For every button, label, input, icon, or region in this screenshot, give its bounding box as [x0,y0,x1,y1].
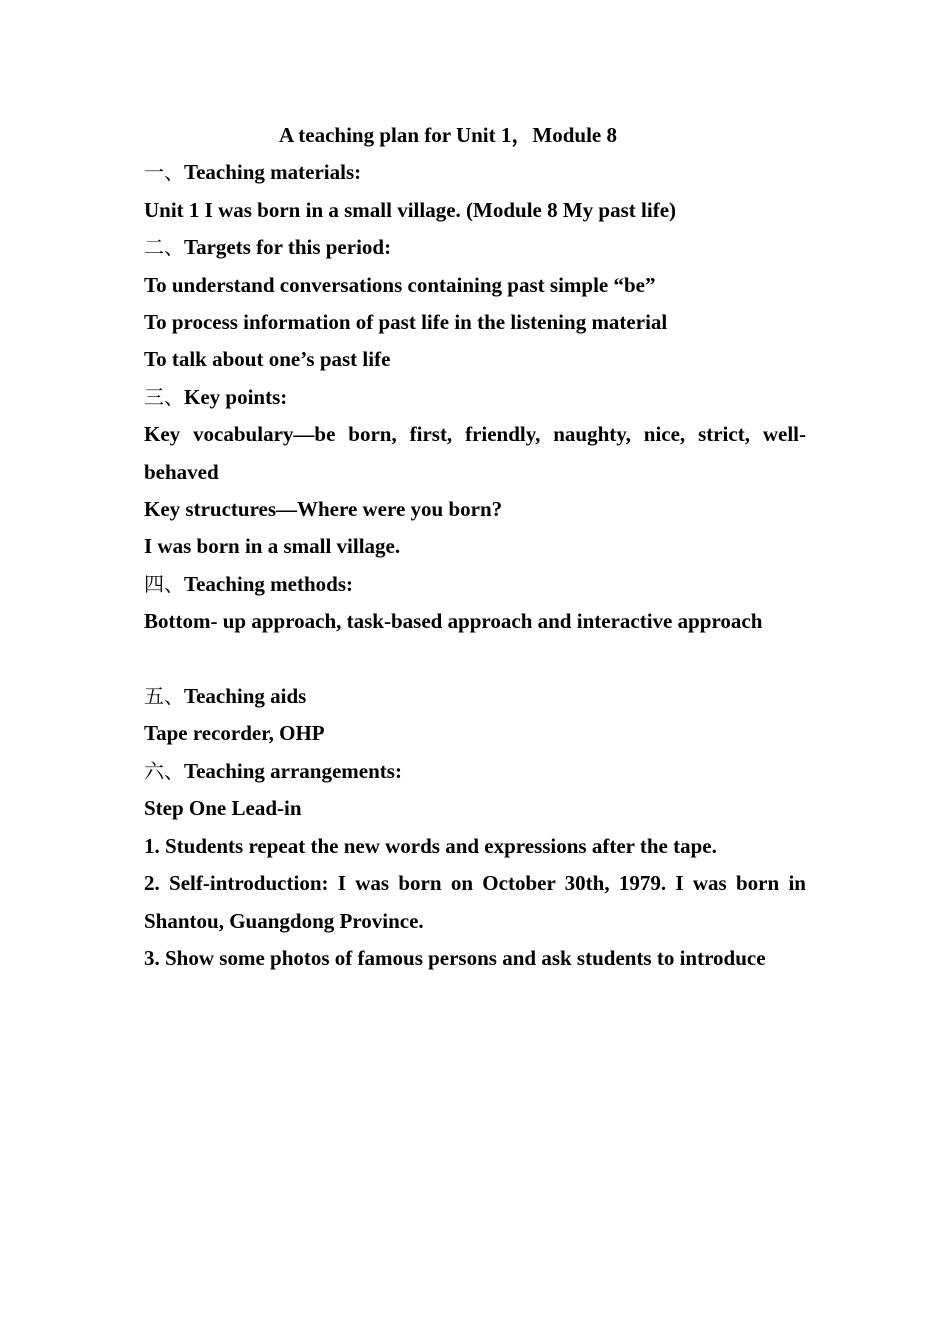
document-title: A teaching plan for Unit 1，Module 8 [279,123,617,147]
section-materials-heading [144,154,806,191]
section-heading-text: Teaching materials: [184,160,362,185]
target-item: To talk about one’s past life [144,347,391,372]
section-numeral: 五、 [144,684,184,709]
section-heading-text: Key points: [184,384,288,409]
materials-text: Unit 1 I was born in a small village. (Module 8 My past life) [144,197,677,222]
methods-text: Bottom- up approach, task-based approach and interactive approach [144,609,763,634]
document-body [144,117,806,977]
section-heading-text: Teaching arrangements: [184,758,402,783]
section-numeral: 一、 [144,160,184,185]
step-heading: Step One Lead-in [144,796,302,821]
blank-line [144,641,806,678]
section-methods-heading [144,566,806,603]
target-item: To understand conversations containing past simple “be” [144,272,656,297]
section-arrangements-heading [144,753,806,790]
section-targets-heading [144,229,806,266]
section-numeral: 三、 [144,384,184,409]
section-key-points-heading [144,379,806,416]
section-numeral: 二、 [144,235,184,260]
section-aids-heading [144,678,806,715]
arrangement-item: 1. Students repeat the new words and expressions after the tape. [144,833,717,858]
key-structures: Key structures—Where were you born? [144,497,503,522]
arrangement-item: 2. Self-introduction: I was born on October 30th, 1979. I was born in Shantou, Guangdong Province. [144,871,806,933]
key-vocabulary: Key vocabulary—be born, first, friendly, naughty, nice, strict, well-behaved [144,422,806,484]
aids-text: Tape recorder, OHP [144,721,325,746]
section-heading-text: Targets for this period: [184,235,392,260]
section-numeral: 四、 [144,571,184,596]
section-heading-text: Teaching aids [184,684,307,709]
section-numeral: 六、 [144,758,184,783]
arrangement-item: 3. Show some photos of famous persons and ask students to introduce [144,945,766,970]
key-structure-example: I was born in a small village. [144,534,401,559]
target-item: To process information of past life in the listening material [144,310,668,335]
section-heading-text: Teaching methods: [184,571,353,596]
